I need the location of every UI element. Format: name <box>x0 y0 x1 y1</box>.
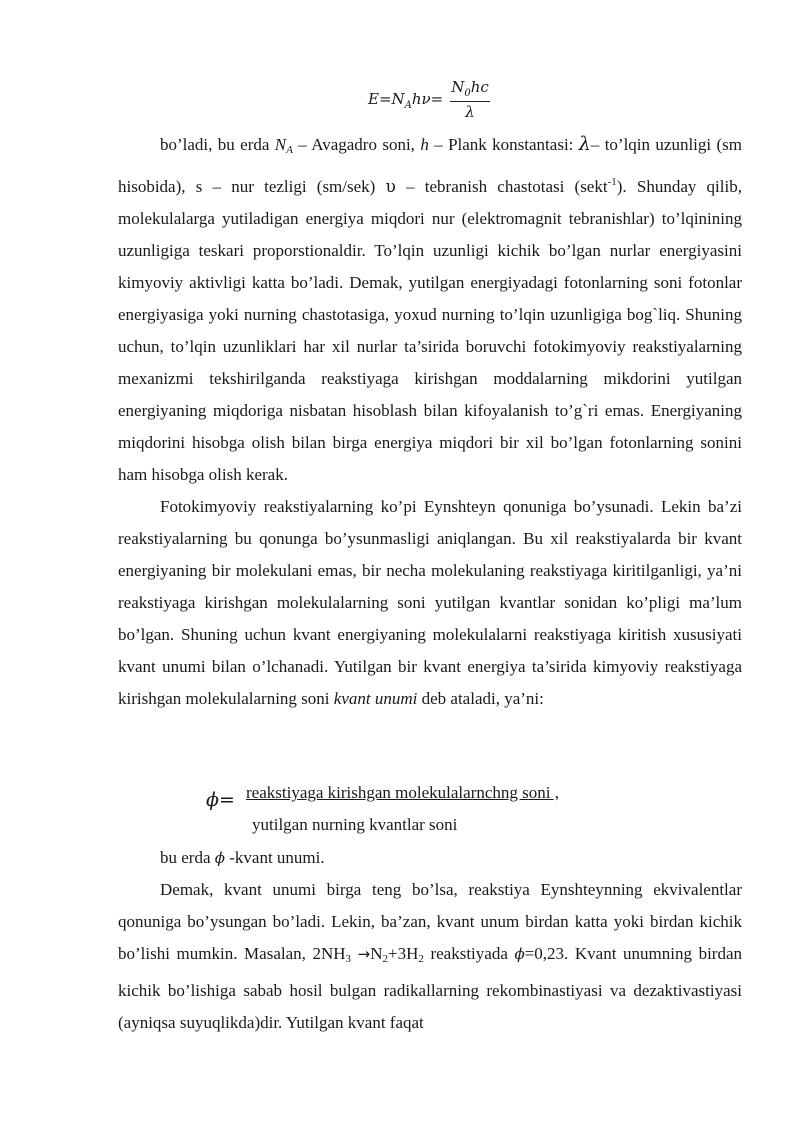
text-span: – Avagadro soni, <box>292 135 421 154</box>
formula-denominator: λ <box>465 103 475 121</box>
text-span: N <box>370 944 383 963</box>
paragraph-4 <box>118 874 742 1039</box>
text-span: reakstiyada <box>423 944 515 963</box>
formula-lhs <box>368 90 443 111</box>
formula-hv: hν <box>411 90 431 108</box>
paragraph-3 <box>118 842 742 874</box>
energy-formula <box>368 74 498 124</box>
text-span: bu erda <box>160 848 215 867</box>
text-span: – tebranish chastotasi (sekt <box>395 177 608 196</box>
text-span: Demak, kvant unumi birga teng bo’lsa, reakstiya Eynshteynning ekvivalentlar qonuniga bo’ysungan bo’ladi. Lekin, ba’zan, kvant unum birdan katta yoki birdan kichik bo’lishi mumkin. Masalan, 2NH <box>118 880 742 963</box>
body-text-block-2 <box>118 842 742 1039</box>
formula-E: E <box>368 90 379 108</box>
formula-num-hc: hc <box>470 78 489 96</box>
text-span: N <box>274 135 287 154</box>
text-span: – Plank konstantasi: <box>428 135 579 154</box>
text-span: bo’ladi, bu erda <box>160 135 275 154</box>
text-span: h <box>420 135 429 154</box>
paragraph-2 <box>118 491 742 715</box>
text-span: – to’lqin uzunligi (sm hisobida), s – nur tezligi (sm/sek) <box>118 135 742 196</box>
text-span: -kvant unumi. <box>225 848 325 867</box>
upsilon-symbol: υ <box>385 177 396 197</box>
formula-numerator: reakstiyaga kirishgan molekulalarnchng soni , <box>246 783 559 802</box>
text-span: Fotokimyoviy reakstiyalarning ko’pi Eynshteyn qonuniga bo’ysunadi. Lekin ba’zi reakstiyalarning bu qonunga bo’ysunmasligi aniqlangan. Bu xil reakstiyalarda bir kvant energiyaning bir molekulani emas, bir necha molekulaning reakstiyaga kiritilganligi, ya’ni reakstiyaga kirishgan molekulalarning soni yutilgan kvantlar sonidan ko’pligi ma’lum bo’lgan. Shuning uchun kvant energiyaning molekulalarni reakstiyaga kiritish xususiyati kvant unumi bilan o’lchanadi. Yutilgan bir kvant energiya ta’sirida kimyoviy reakstiyaga kirishgan molekulalarning soni <box>118 497 742 708</box>
formula-fraction <box>450 78 490 121</box>
subscript: A <box>286 144 293 156</box>
formula-N: N <box>391 90 405 108</box>
phi-symbol: ϕ <box>214 849 225 867</box>
text-span: deb ataladi, ya’ni: <box>417 689 544 708</box>
text-span: +3H <box>388 944 419 963</box>
formula-num-0: 0 <box>464 88 471 99</box>
lambda-symbol: λ <box>578 133 591 155</box>
quantum-yield-formula <box>206 783 626 843</box>
phi-symbol: ϕ= <box>206 789 235 811</box>
superscript: -1 <box>607 176 617 188</box>
formula-denominator: yutilgan nurning kvantlar soni <box>252 815 458 834</box>
term-kvant-unumi: kvant unumi <box>333 689 418 708</box>
reaction-arrow-icon: → <box>357 945 371 963</box>
subscript: 2 <box>418 953 424 965</box>
subscript: 3 <box>345 953 352 965</box>
subscript: 2 <box>382 953 388 965</box>
formula-eq: = <box>430 90 444 108</box>
text-span: =0,23. Kvant unumning birdan kichik bo’lishiga sabab hosil bulgan radikallarning rekombinastiyasi va dezaktivastiyasi (ayniqsa suyuqlikda)dir. Yutilgan kvant faqat <box>118 944 742 1032</box>
formula-numerator <box>450 78 490 102</box>
phi-symbol: ϕ <box>514 945 525 963</box>
formula-num-N: N <box>451 78 465 96</box>
text-span: ). Shunday qilib, molekulalarga yutiladigan energiya miqdori nur (elektromagnit tebranishlar) to’lqinining uzunligiga teskari proporstionaldir. To’lqin uzunligi kichik bo’lgan nurlar energiyasini kimyoviy aktivligi katta bo’ladi. Demak, yutilgan energiyadagi fotonlarning soni fotonlar energiyasiga yoki nurning chastotasiga, yoxud nurning to’lqin uzunligiga bog`liq. Shuning uchun, to’lqin uzunliklari har xil nurlar ta’sirida boruvchi fotokimyoviy reakstiyalarning mexanizmi tekshirilganda reakstiyaga kirishgan moddalarning mikdorini yutilgan energiyaning miqdoriga nisbatan hisoblash bilan kifoyalanish to’g`ri emas. Energiyaning miqdorini hisobga olish bilan birga energiya miqdori bir xil bo’lgan fotonlarning sonini ham hisobga olish kerak. <box>118 177 742 484</box>
formula-eq: = <box>378 90 392 108</box>
body-text-block-1 <box>118 128 742 715</box>
formula-A-subscript: A <box>404 100 412 111</box>
paragraph-1 <box>118 128 742 491</box>
